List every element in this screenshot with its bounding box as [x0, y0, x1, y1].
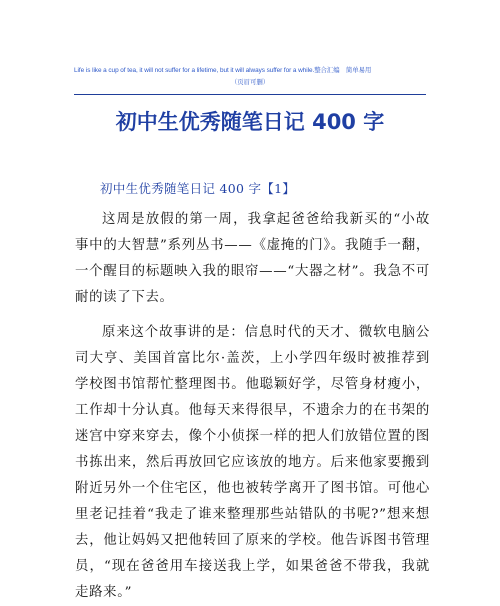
paragraph-2: 原来这个故事讲的是：信息时代的天才、微软电脑公司大亨、美国首富比尔·盖茨，上小学四年级时被推荐到学校图书馆帮忙整理图书。他聪颖好学，尽管身材瘦小，工作却十分认真。他每天来得很早，不遗余力的在书架的迷宫中穿来穿去，像个小侦探一样的把人们放错位置的图书拣出来，然后再放回它应该放的地方。后来他家要搬到附近另外一个住宅区，他也被转学离开了图书馆。可他心里老记挂着“我走了谁来整理那些站错队的书呢?”想来想去，他让妈妈又把他转回了原来的学校。他告诉图书管理员，“现在爸爸用车接送我上学，如果爸爸不带我，我就走路来。”	[75, 325, 430, 600]
header-divider	[74, 94, 426, 95]
header-motto: Life is like a cup of tea, it will not suffer for a lifetime, but it will always suffer for a while.整合汇编 简单易用	[74, 67, 372, 74]
header-removable-note: （页眉可删）	[230, 79, 270, 86]
section-heading: 初中生优秀随笔日记 400 字【1】	[100, 181, 296, 196]
paragraph-1: 这周是放假的第一周，我拿起爸爸给我新买的“小故事中的大智慧”系列丛书——《虚掩的门》。我随手一翻，一个醒目的标题映入我的眼帘——“大器之材”。我急不可耐的读了下去。	[75, 212, 430, 305]
document-title: 初中生优秀随笔日记 400 字	[115, 110, 385, 134]
